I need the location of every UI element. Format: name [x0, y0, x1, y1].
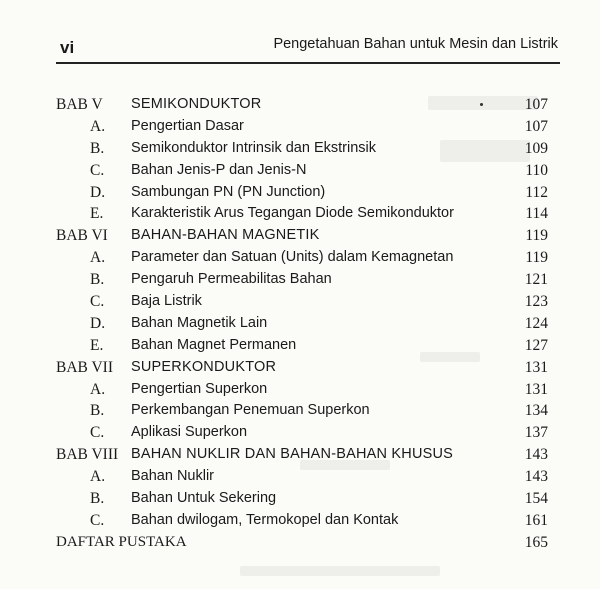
- toc-page-number: 107: [524, 96, 548, 113]
- toc-chapter-row[interactable]: [0, 225, 600, 247]
- toc-section-row[interactable]: [0, 488, 600, 510]
- toc-entry-title: Baja Listrik: [131, 293, 202, 310]
- stray-dot: [480, 103, 483, 106]
- toc-entry-row[interactable]: [0, 532, 600, 554]
- toc-page-number: 154: [524, 490, 548, 508]
- toc-entry-title: Pengertian Superkon: [131, 380, 268, 397]
- toc-section-row[interactable]: [0, 510, 600, 532]
- toc-section-row[interactable]: [0, 203, 600, 225]
- toc-section-row[interactable]: [0, 116, 600, 138]
- toc-chapter-row[interactable]: [0, 444, 600, 466]
- toc-section-row[interactable]: [0, 291, 600, 313]
- toc-entry-title: Bahan Jenis-P dan Jenis-N: [131, 161, 307, 178]
- toc-page-number: 121: [524, 271, 548, 289]
- toc-page-number: 124: [524, 314, 548, 332]
- toc-entry-number: A.: [90, 380, 106, 398]
- header-divider: [56, 62, 560, 64]
- toc-page-number: 161: [524, 511, 548, 529]
- page-header: [60, 28, 558, 58]
- toc-entry-title: Karakteristik Arus Tegangan Diode Semikonduktor: [131, 205, 454, 222]
- toc-entry-number: B.: [90, 490, 105, 508]
- toc-entry-title: Bahan dwilogam, Termokopel dan Kontak: [131, 511, 399, 528]
- page-number: vi: [60, 38, 75, 57]
- toc-entry-title: Bahan Magnetik Lain: [131, 314, 268, 331]
- toc-entry-title: Bahan Nuklir: [131, 468, 215, 485]
- toc-section-row[interactable]: [0, 269, 600, 291]
- toc-page-number: 134: [524, 402, 548, 420]
- toc-page-number: 137: [524, 424, 548, 442]
- toc-page-number: 123: [524, 293, 548, 311]
- toc-entry-title: Bahan Untuk Sekering: [131, 490, 277, 507]
- toc-section-row[interactable]: [0, 182, 600, 204]
- toc-entry-title: BAHAN NUKLIR DAN BAHAN-BAHAN KHUSUS: [131, 446, 454, 463]
- toc-entry-title: Pengaruh Permeabilitas Bahan: [131, 271, 332, 288]
- toc-entry-number: C.: [90, 424, 105, 442]
- toc-entry-title: DAFTAR PUSTAKA: [56, 533, 187, 550]
- toc-page-number: 131: [524, 380, 548, 398]
- toc-entry-number: E.: [90, 336, 104, 354]
- toc-section-row[interactable]: [0, 247, 600, 269]
- toc-page-number: 127: [524, 336, 548, 354]
- bleed-through-mark: [240, 566, 440, 576]
- toc-entry-number: D.: [90, 183, 106, 201]
- toc-page-number: 119: [525, 227, 548, 245]
- toc-entry-number: C.: [90, 293, 105, 311]
- toc-entry-title: Sambungan PN (PN Junction): [131, 183, 326, 200]
- toc-page-number: 131: [524, 358, 548, 376]
- toc-entry-title: SEMIKONDUKTOR: [131, 96, 262, 112]
- toc-entry-title: Parameter dan Satuan (Units) dalam Kemagnetan: [131, 249, 454, 266]
- toc-page-number: 109: [524, 139, 548, 157]
- toc-page-number: 119: [525, 249, 548, 267]
- toc-section-row[interactable]: [0, 400, 600, 422]
- toc-entry-number: A.: [90, 249, 106, 267]
- toc-section-row[interactable]: [0, 466, 600, 488]
- table-of-contents: [0, 94, 600, 554]
- toc-entry-number: D.: [90, 314, 106, 332]
- toc-chapter-row[interactable]: [0, 357, 600, 379]
- toc-entry-number: BAB VIII: [56, 446, 119, 464]
- toc-entry-number: E.: [90, 205, 104, 223]
- toc-entry-number: C.: [90, 161, 105, 179]
- toc-entry-number: A.: [90, 468, 106, 486]
- toc-page-number: 110: [525, 161, 548, 179]
- toc-section-row[interactable]: [0, 138, 600, 160]
- toc-section-row[interactable]: [0, 335, 600, 357]
- toc-chapter-row[interactable]: [0, 94, 600, 116]
- toc-entry-number: BAB VII: [56, 358, 113, 376]
- toc-page-number: 143: [524, 468, 548, 486]
- toc-entry-title: Aplikasi Superkon: [131, 424, 248, 441]
- toc-section-row[interactable]: [0, 422, 600, 444]
- toc-entry-number: B.: [90, 402, 105, 420]
- toc-entry-title: BAHAN-BAHAN MAGNETIK: [131, 227, 320, 244]
- toc-section-row[interactable]: [0, 313, 600, 335]
- toc-entry-number: C.: [90, 511, 105, 529]
- toc-entry-number: B.: [90, 271, 105, 289]
- toc-section-row[interactable]: [0, 379, 600, 401]
- toc-entry-title: Pengertian Dasar: [131, 117, 244, 134]
- toc-entry-number: B.: [90, 139, 105, 157]
- toc-page-number: 112: [525, 183, 548, 201]
- toc-entry-title: Perkembangan Penemuan Superkon: [131, 402, 370, 419]
- toc-section-row[interactable]: [0, 160, 600, 182]
- toc-page-number: 107: [524, 117, 548, 135]
- toc-page-number: 165: [524, 533, 548, 551]
- toc-entry-number: BAB V: [56, 96, 103, 113]
- toc-page-number: 143: [524, 446, 548, 464]
- toc-entry-title: SUPERKONDUKTOR: [131, 358, 277, 375]
- toc-entry-number: A.: [90, 117, 106, 135]
- toc-entry-title: Bahan Magnet Permanen: [131, 336, 297, 353]
- running-head-title: Pengetahuan Bahan untuk Mesin dan Listrik: [273, 36, 558, 52]
- toc-entry-number: BAB VI: [56, 227, 108, 245]
- toc-page-number: 114: [525, 205, 548, 223]
- toc-entry-title: Semikonduktor Intrinsik dan Ekstrinsik: [131, 139, 376, 156]
